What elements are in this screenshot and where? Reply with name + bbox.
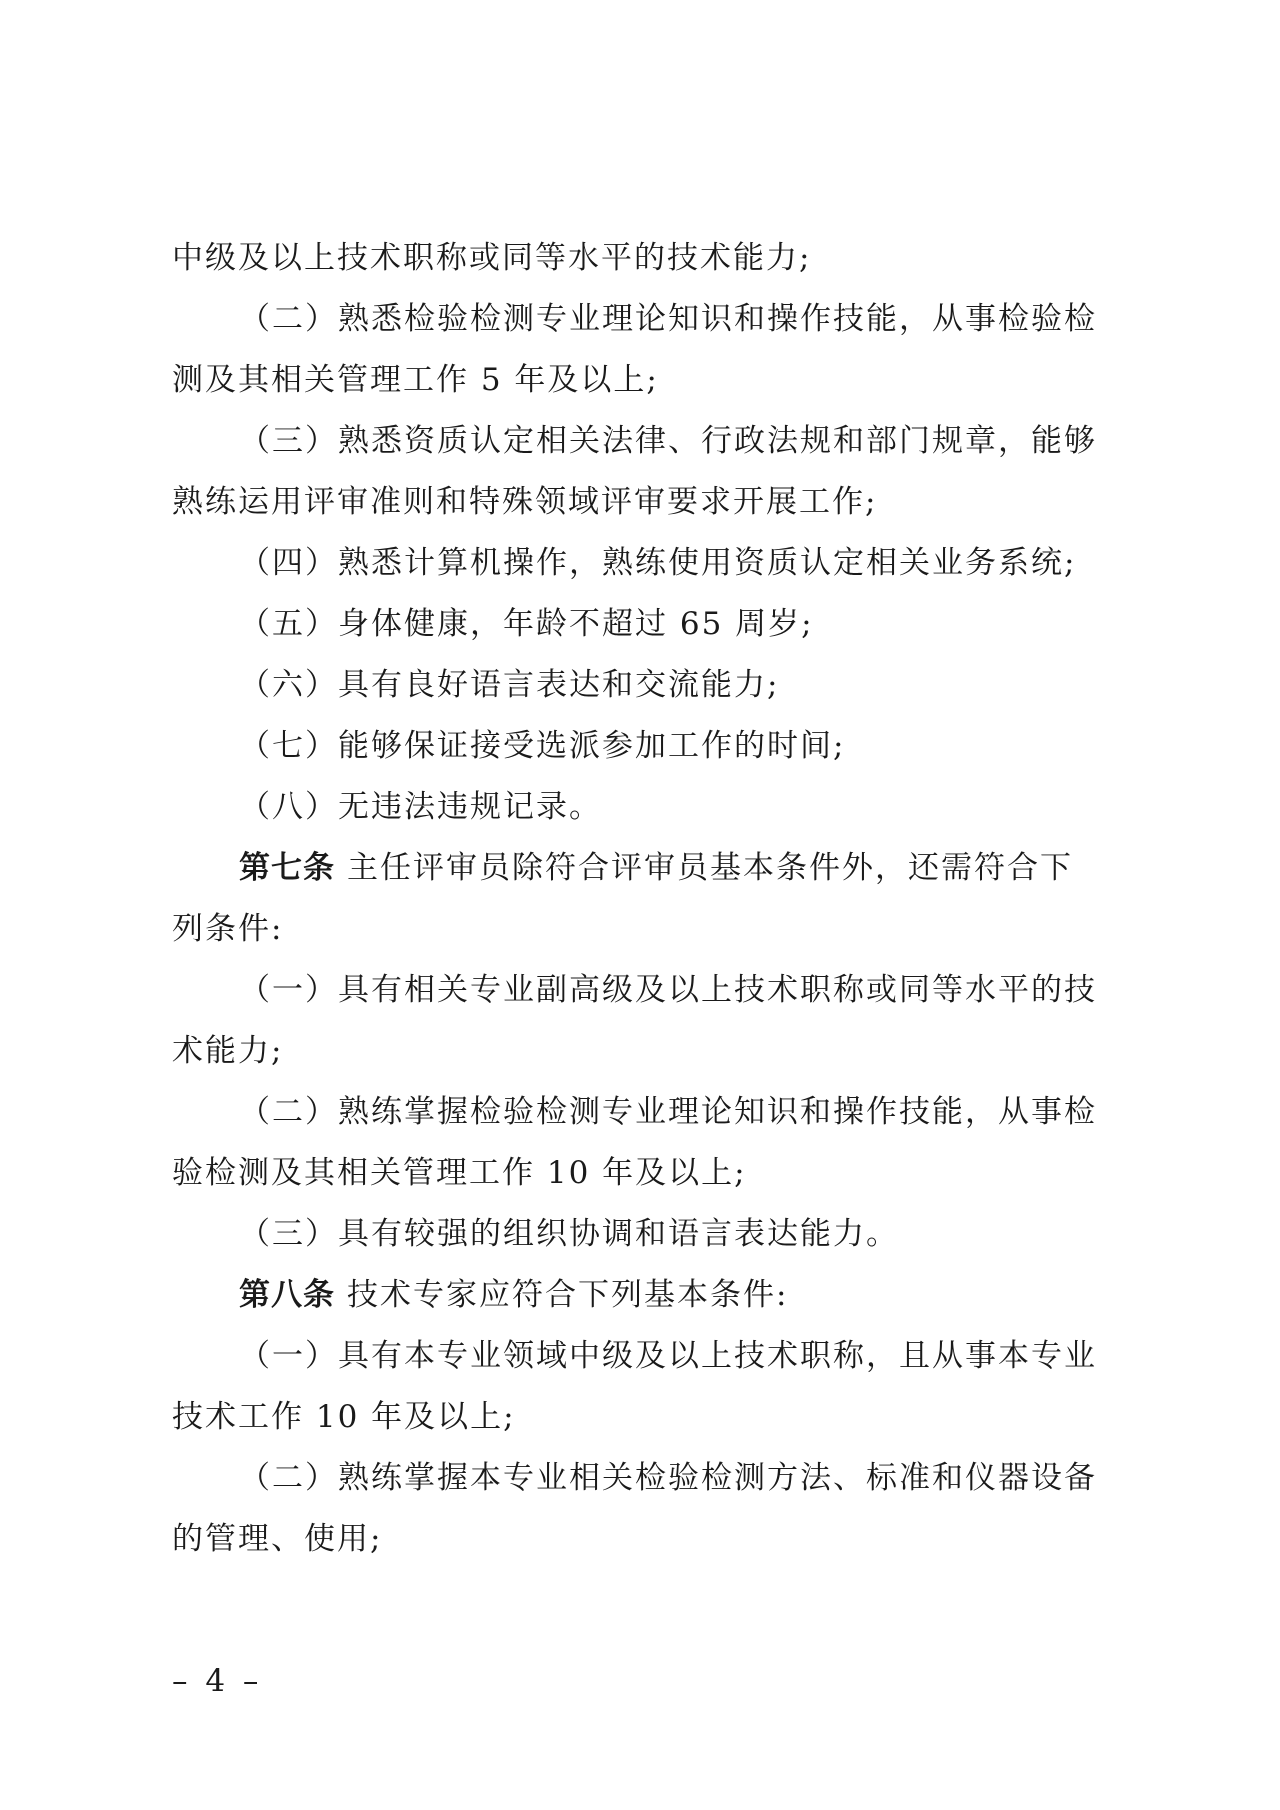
text-line: （五）身体健康，年龄不超过 65 周岁; (239, 606, 814, 642)
text-line: （三）具有较强的组织协调和语言表达能力。 (239, 1216, 899, 1252)
article-eight-text: 技术专家应符合下列基本条件: (347, 1277, 789, 1313)
text-line: 熟练运用评审准则和特殊领域评审要求开展工作; (172, 484, 878, 520)
page-number: – 4 – (172, 1663, 263, 1699)
article-seven-label: 第七条 (239, 850, 335, 886)
article-seven-text: 主任评审员除符合评审员基本条件外，还需符合下 (347, 850, 1073, 886)
article-eight-line (172, 1265, 1122, 1326)
text-line: 测及其相关管理工作 5 年及以上; (172, 362, 659, 398)
text-line: （一）具有本专业领域中级及以上技术职称，且从事本专业 (239, 1338, 1097, 1374)
text-line: 列条件: (172, 911, 284, 947)
text-line: （八）无违法违规记录。 (239, 789, 602, 825)
text-line: （六）具有良好语言表达和交流能力; (239, 667, 780, 703)
text-line: 中级及以上技术职称或同等水平的技术能力; (172, 240, 812, 276)
article-seven-line (172, 838, 1122, 899)
text-line: （七）能够保证接受选派参加工作的时间; (239, 728, 846, 764)
text-line: （一）具有相关专业副高级及以上技术职称或同等水平的技 (239, 972, 1097, 1008)
text-line: 验检测及其相关管理工作 10 年及以上; (172, 1155, 747, 1191)
text-line: （四）熟悉计算机操作，熟练使用资质认定相关业务系统; (239, 545, 1077, 581)
document-body (172, 228, 1122, 1570)
text-line: （二）熟练掌握检验检测专业理论知识和操作技能，从事检 (239, 1094, 1097, 1130)
text-line: （二）熟悉检验检测专业理论知识和操作技能，从事检验检 (239, 301, 1097, 337)
text-line: （二）熟练掌握本专业相关检验检测方法、标准和仪器设备 (239, 1460, 1097, 1496)
article-eight-label: 第八条 (239, 1277, 335, 1313)
text-line: 术能力; (172, 1033, 284, 1069)
text-line: （三）熟悉资质认定相关法律、行政法规和部门规章，能够 (239, 423, 1097, 459)
text-line: 的管理、使用; (172, 1521, 383, 1557)
text-line: 技术工作 10 年及以上; (172, 1399, 516, 1435)
